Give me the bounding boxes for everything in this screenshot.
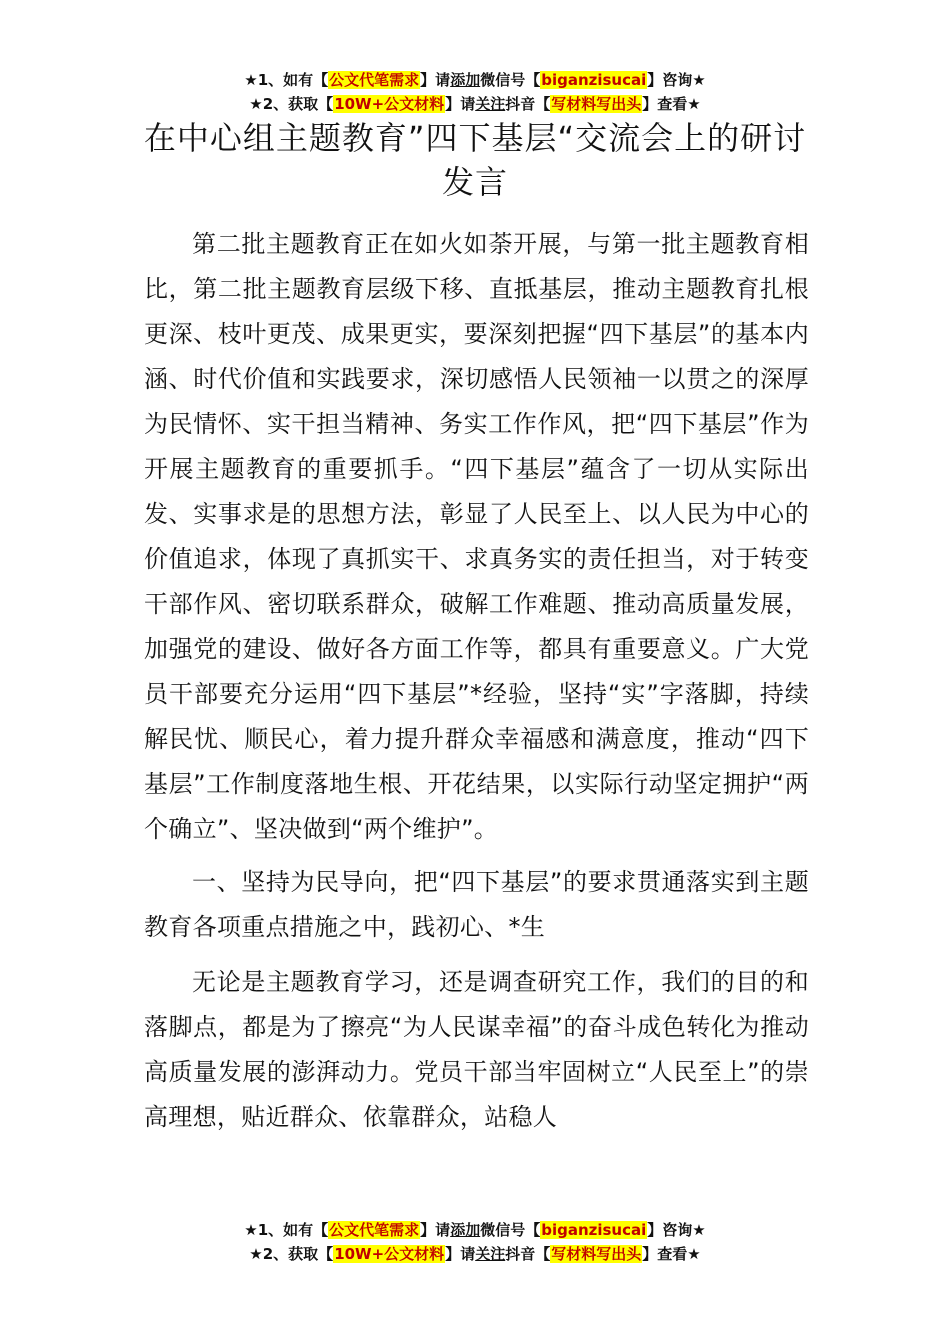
banner-text: ★1、如有【 [244,71,329,89]
header-banner [0,68,950,116]
banner-text: 】咨询★ [647,71,706,89]
banner-line-1 [0,68,950,92]
document-title: 在中心组主题教育”四下基层“交流会上的研讨发言 [143,119,807,201]
banner-underlined: 关注 [475,1245,506,1263]
banner-highlight: 写材料写出头 [551,1245,642,1263]
banner-text: 】请 [445,95,476,113]
banner-highlight: 10W+公文材料 [334,1245,445,1263]
banner-line-2 [0,1242,950,1266]
banner-underlined: 关注 [475,95,506,113]
banner-text: 微信号【 [480,1221,541,1239]
banner-underlined: 添加 [450,71,481,89]
banner-highlight: 公文代笔需求 [329,1221,420,1239]
banner-text: ★1、如有【 [244,1221,329,1239]
banner-text: 】查看★ [642,95,701,113]
banner-line-2 [0,92,950,116]
banner-highlight: 写材料写出头 [551,95,642,113]
banner-text: 抖音【 [505,95,551,113]
banner-text: 】请 [445,1245,476,1263]
banner-text: 】请 [420,1221,451,1239]
banner-text: 微信号【 [480,71,541,89]
banner-text: 抖音【 [505,1245,551,1263]
banner-line-1 [0,1218,950,1242]
banner-highlight: 10W+公文材料 [334,95,445,113]
document-body [144,222,809,1140]
banner-underlined: 添加 [450,1221,481,1239]
banner-text: 】请 [420,71,451,89]
footer-banner [0,1218,950,1266]
banner-highlight: biganzisucai [541,71,647,89]
banner-text: 】咨询★ [647,1221,706,1239]
paragraph: 第二批主题教育正在如火如荼开展，与第一批主题教育相比，第二批主题教育层级下移、直抵基层，推动主题教育扎根更深、枝叶更茂、成果更实，要深刻把握“四下基层”的基本内涵、时代价值和实践要求，深切感悟人民领袖一以贯之的深厚为民情怀、实干担当精神、务实工作作风，把“四下基层”作为开展主题教育的重要抓手。“四下基层”蕴含了一切从实际出发、实事求是的思想方法，彰显了人民至上、以人民为中心的价值追求，体现了真抓实干、求真务实的责任担当，对于转变干部作风、密切联系群众，破解工作难题、推动高质量发展，加强党的建设、做好各方面工作等，都具有重要意义。广大党员干部要充分运用“四下基层”*经验，坚持“实”字落脚，持续解民忧、顺民心，着力提升群众幸福感和满意度，推动“四下基层”工作制度落地生根、开花结果，以实际行动坚定拥护“两个确立”、坚决做到“两个维护”。 [144,230,809,843]
banner-text: 】查看★ [642,1245,701,1263]
paragraph: 无论是主题教育学习，还是调查研究工作，我们的目的和落脚点，都是为了擦亮“为人民谋幸福”的奋斗成色转化为推动高质量发展的澎湃动力。党员干部当牢固树立“人民至上”的崇高理想，贴近群众、依靠群众，站稳人 [144,968,809,1131]
banner-text: ★2、获取【 [249,95,334,113]
section-heading: 一、坚持为民导向，把“四下基层”的要求贯通落实到主题教育各项重点措施之中，践初心、*生 [144,868,809,941]
banner-text: ★2、获取【 [249,1245,334,1263]
banner-highlight: 公文代笔需求 [329,71,420,89]
banner-highlight: biganzisucai [541,1221,647,1239]
